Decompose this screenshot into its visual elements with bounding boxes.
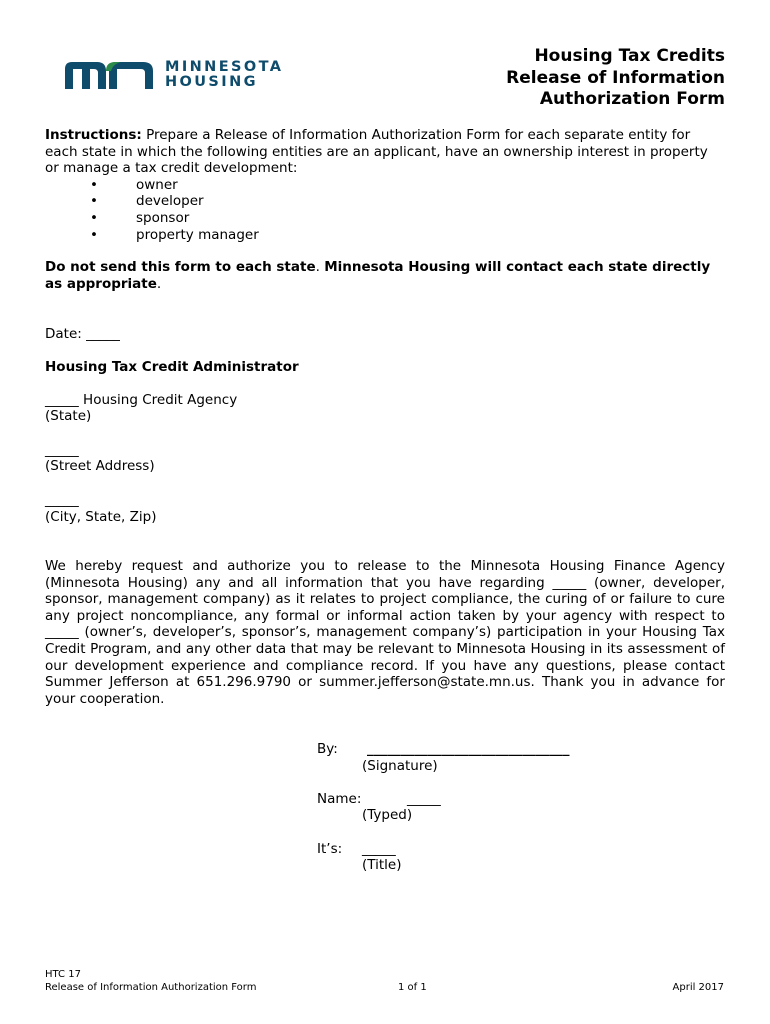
city-blank: _____ xyxy=(45,491,79,508)
date-field: Date: _____ xyxy=(45,326,120,343)
request-paragraph: We hereby request and authorize you to release to the Minnesota Housing Finance Agency (Minnesota Housing) any and all information that you have regarding _____ (owner, developer, sponsor, management company) as it relates to project compliance, the curing of or failure to cure any project noncompliance, any formal or informal action taken by your agency with respect to _____ (owner’s, developer’s, sponsor’s, management company’s) participation in your Housing Tax Credit Program, and any other data that may be relevant to Minnesota Housing in its assessment of our development experience and compliance record. If you have any questions, please contact Summer Jefferson at 651.296.9790 or summer.jefferson@state.mn.us. Thank you in advance for your cooperation. xyxy=(45,558,725,707)
footer-date: April 2017 xyxy=(672,982,724,993)
name-caption: (Typed) xyxy=(362,807,413,824)
document-title xyxy=(506,46,725,111)
logo-line-minnesota: MINNESOTA xyxy=(165,59,284,75)
name-blank: _____ xyxy=(407,790,441,807)
logo-wordmark xyxy=(165,60,283,89)
signature-line: ______________________________ xyxy=(367,741,570,757)
its-label: It’s: xyxy=(317,840,343,857)
footer-page-number: 1 of 1 xyxy=(398,982,427,993)
list-item: • property manager xyxy=(90,226,259,243)
page-footer xyxy=(45,968,724,994)
warning-note: Do not send this form to each state. Minnesota Housing will contact each state directly as appropriate. xyxy=(45,259,711,292)
title-caption: (Title) xyxy=(362,857,402,874)
agency-field xyxy=(45,392,725,425)
city-field xyxy=(45,492,725,525)
list-item: • sponsor xyxy=(90,209,190,226)
title-line-1: Housing Tax Credits xyxy=(534,46,725,66)
street-label: (Street Address) xyxy=(45,458,155,475)
signature-caption: (Signature) xyxy=(362,757,438,774)
instructions-label: Instructions: xyxy=(45,127,142,143)
instructions xyxy=(45,127,725,177)
form-body xyxy=(45,127,725,721)
minnesota-housing-logo xyxy=(63,58,323,92)
city-label: (City, State, Zip) xyxy=(45,508,157,525)
entity-list xyxy=(45,177,725,243)
agency-line: _____ Housing Credit Agency xyxy=(45,391,238,408)
street-field xyxy=(45,442,725,475)
list-item: • owner xyxy=(90,176,178,193)
bullet-icon: • xyxy=(90,226,98,243)
title-line-3: Authorization Form xyxy=(539,89,725,109)
footer-code: HTC 17 xyxy=(45,969,81,980)
bullet-icon: • xyxy=(90,193,98,210)
its-blank: _____ xyxy=(362,840,396,857)
state-label: (State) xyxy=(45,408,92,425)
logo-line-housing: HOUSING xyxy=(165,73,258,90)
mn-logo-icon xyxy=(63,59,155,91)
footer-form-name: Release of Information Authorization Form xyxy=(45,982,257,993)
admin-heading: Housing Tax Credit Administrator xyxy=(45,358,299,375)
bullet-icon: • xyxy=(90,176,98,193)
title-line-2: Release of Information xyxy=(506,67,725,88)
bullet-icon: • xyxy=(90,209,98,226)
name-label: Name: xyxy=(317,790,362,807)
by-label: By: xyxy=(317,741,338,757)
list-item: • developer xyxy=(90,193,204,210)
instructions-text: Prepare a Release of Information Authorization Form for each separate entity for each state in which the following entities are an applicant, have an ownership interest in property or manage a tax credit development: xyxy=(45,127,708,177)
street-blank: _____ xyxy=(45,441,79,458)
